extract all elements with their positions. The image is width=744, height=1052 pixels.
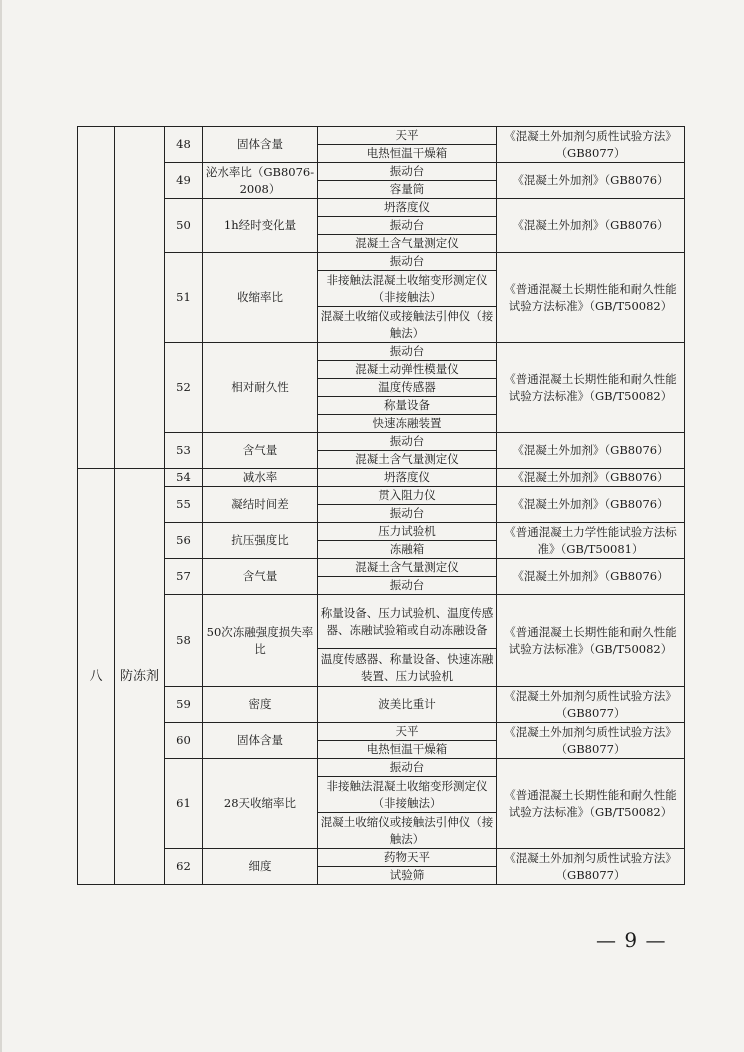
standards-table: [77, 126, 685, 885]
equipment-cell: 振动台: [318, 253, 497, 271]
item-number: 59: [165, 687, 203, 723]
scan-edge: [0, 0, 2, 1052]
test-item: 50次冻融强度损失率比: [203, 595, 318, 687]
equipment-cell: 混凝土收缩仪或接触法引伸仪（接触法）: [318, 307, 497, 343]
standard-cell: 《普通混凝土长期性能和耐久性能试验方法标准》（GB/T50082）: [497, 759, 685, 849]
table-row: [78, 469, 685, 487]
table-row: [78, 759, 685, 777]
test-item: 减水率: [203, 469, 318, 487]
category-number: [78, 127, 115, 469]
item-number: 50: [165, 199, 203, 253]
item-number: 58: [165, 595, 203, 687]
equipment-cell: 天平: [318, 723, 497, 741]
equipment-cell: 电热恒温干燥箱: [318, 741, 497, 759]
category-number: 八: [78, 469, 115, 885]
equipment-cell: 电热恒温干燥箱: [318, 145, 497, 163]
category-name: [115, 127, 165, 469]
standard-cell: 《混凝土外加剂》（GB8076）: [497, 559, 685, 595]
table-row: [78, 487, 685, 505]
table-row: [78, 127, 685, 145]
item-number: 61: [165, 759, 203, 849]
test-item: 含气量: [203, 433, 318, 469]
table-row: [78, 523, 685, 541]
equipment-cell: 混凝土收缩仪或接触法引伸仪（接触法）: [318, 813, 497, 849]
table-row: [78, 343, 685, 361]
table-row: [78, 723, 685, 741]
standard-cell: 《混凝土外加剂》（GB8076）: [497, 199, 685, 253]
equipment-cell: 振动台: [318, 759, 497, 777]
test-item: 收缩率比: [203, 253, 318, 343]
item-number: 55: [165, 487, 203, 523]
item-number: 60: [165, 723, 203, 759]
test-item: 密度: [203, 687, 318, 723]
equipment-cell: 振动台: [318, 505, 497, 523]
equipment-cell: 混凝土含气量测定仪: [318, 451, 497, 469]
equipment-cell: 称量设备: [318, 397, 497, 415]
item-number: 54: [165, 469, 203, 487]
standard-cell: 《普通混凝土长期性能和耐久性能试验方法标准》（GB/T50082）: [497, 253, 685, 343]
equipment-cell: 混凝土含气量测定仪: [318, 235, 497, 253]
category-name: 防冻剂: [115, 469, 165, 885]
test-item: 1h经时变化量: [203, 199, 318, 253]
equipment-cell: 容量筒: [318, 181, 497, 199]
item-number: 51: [165, 253, 203, 343]
equipment-cell: 称量设备、压力试验机、温度传感器、冻融试验箱或自动冻融设备: [318, 595, 497, 649]
standard-cell: 《混凝土外加剂匀质性试验方法》（GB8077）: [497, 127, 685, 163]
equipment-cell: 振动台: [318, 433, 497, 451]
item-number: 53: [165, 433, 203, 469]
equipment-cell: 混凝土动弹性模量仪: [318, 361, 497, 379]
equipment-cell: 坍落度仪: [318, 199, 497, 217]
table-row: [78, 163, 685, 181]
test-item: 相对耐久性: [203, 343, 318, 433]
standard-cell: 《混凝土外加剂匀质性试验方法》（GB8077）: [497, 723, 685, 759]
table-row: [78, 849, 685, 867]
equipment-cell: 压力试验机: [318, 523, 497, 541]
test-item: 凝结时间差: [203, 487, 318, 523]
item-number: 56: [165, 523, 203, 559]
table-row: [78, 433, 685, 451]
equipment-cell: 冻融箱: [318, 541, 497, 559]
equipment-cell: 试验筛: [318, 867, 497, 885]
item-number: 62: [165, 849, 203, 885]
equipment-cell: 混凝土含气量测定仪: [318, 559, 497, 577]
equipment-cell: 坍落度仪: [318, 469, 497, 487]
standard-cell: 《混凝土外加剂》（GB8076）: [497, 163, 685, 199]
equipment-cell: 贯入阻力仪: [318, 487, 497, 505]
equipment-cell: 快速冻融装置: [318, 415, 497, 433]
table-row: [78, 559, 685, 577]
test-item: 固体含量: [203, 127, 318, 163]
standard-cell: 《普通混凝土长期性能和耐久性能试验方法标准》（GB/T50082）: [497, 595, 685, 687]
item-number: 48: [165, 127, 203, 163]
equipment-cell: 非接触法混凝土收缩变形测定仪（非接触法）: [318, 271, 497, 307]
standard-cell: 《普通混凝土力学性能试验方法标准》（GB/T50081）: [497, 523, 685, 559]
test-item: 抗压强度比: [203, 523, 318, 559]
standard-cell: 《混凝土外加剂匀质性试验方法》（GB8077）: [497, 849, 685, 885]
standard-cell: 《混凝土外加剂》（GB8076）: [497, 433, 685, 469]
table-row: [78, 595, 685, 649]
standard-cell: 《混凝土外加剂》（GB8076）: [497, 469, 685, 487]
equipment-cell: 天平: [318, 127, 497, 145]
equipment-cell: 药物天平: [318, 849, 497, 867]
item-number: 52: [165, 343, 203, 433]
equipment-cell: 振动台: [318, 343, 497, 361]
test-item: 细度: [203, 849, 318, 885]
equipment-cell: 振动台: [318, 163, 497, 181]
equipment-cell: 振动台: [318, 217, 497, 235]
item-number: 49: [165, 163, 203, 199]
table-row: [78, 199, 685, 217]
test-item: 含气量: [203, 559, 318, 595]
table-row: [78, 687, 685, 723]
test-item: 28天收缩率比: [203, 759, 318, 849]
standard-cell: 《混凝土外加剂匀质性试验方法》（GB8077）: [497, 687, 685, 723]
test-item: 固体含量: [203, 723, 318, 759]
equipment-cell: 温度传感器、称量设备、快速冻融装置、压力试验机: [318, 649, 497, 687]
table-body: [78, 127, 685, 885]
equipment-cell: 波美比重计: [318, 687, 497, 723]
test-item: 泌水率比（GB8076-2008）: [203, 163, 318, 199]
equipment-cell: 温度传感器: [318, 379, 497, 397]
equipment-cell: 振动台: [318, 577, 497, 595]
equipment-cell: 非接触法混凝土收缩变形测定仪（非接触法）: [318, 777, 497, 813]
item-number: 57: [165, 559, 203, 595]
table-row: [78, 253, 685, 271]
standard-cell: 《混凝土外加剂》（GB8076）: [497, 487, 685, 523]
page-number: — 9 —: [596, 928, 667, 952]
standard-cell: 《普通混凝土长期性能和耐久性能试验方法标准》（GB/T50082）: [497, 343, 685, 433]
